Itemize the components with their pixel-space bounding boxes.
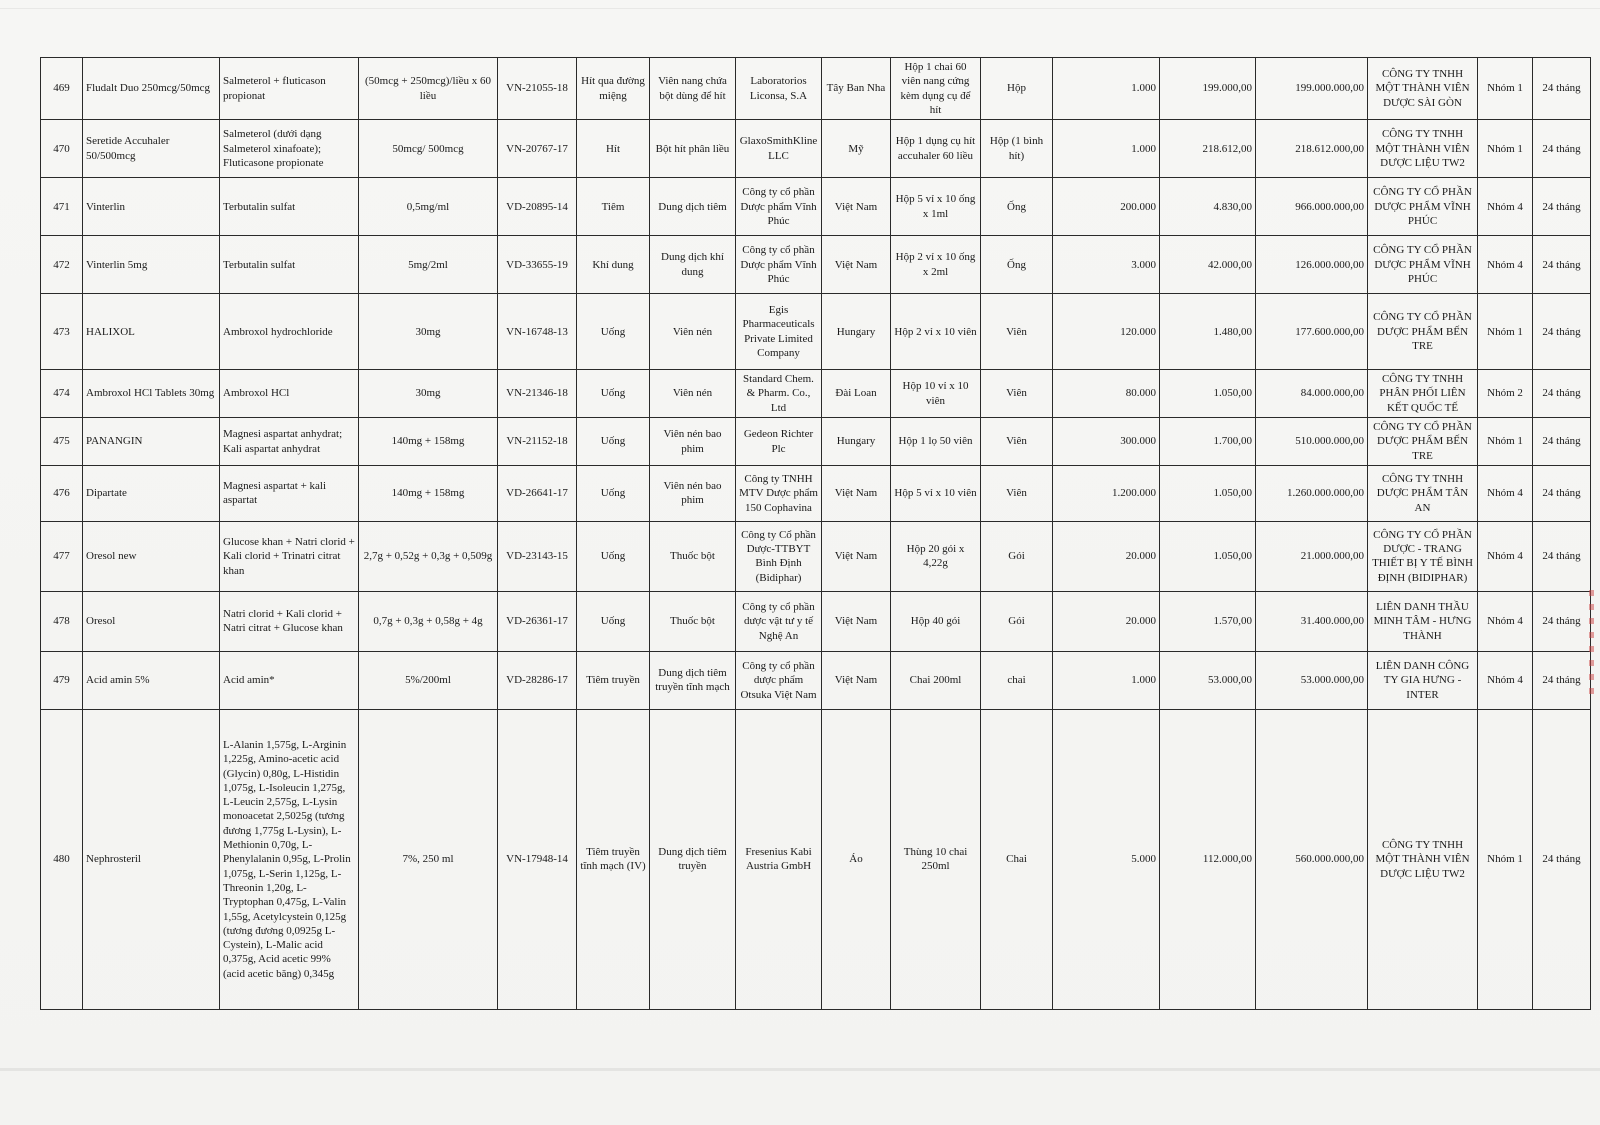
contract-duration: 24 tháng [1533, 370, 1591, 418]
total-amount: 510.000.000,00 [1256, 418, 1368, 466]
quantity: 20.000 [1053, 521, 1160, 591]
registration-number: VD-28286-17 [498, 651, 577, 709]
manufacturer: Egis Pharmaceuticals Private Limited Company [736, 294, 822, 370]
unit: Ống [981, 178, 1053, 236]
manufacturer: Công ty TNHH MTV Dược phẩm 150 Cophavina [736, 465, 822, 521]
total-amount: 126.000.000,00 [1256, 236, 1368, 294]
row-number: 476 [41, 465, 83, 521]
concentration: 2,7g + 0,52g + 0,3g + 0,509g [359, 521, 498, 591]
table-row [41, 294, 1591, 370]
unit: Chai [981, 709, 1053, 1009]
unit: Ống [981, 236, 1053, 294]
drug-name: Oresol [83, 591, 220, 651]
scan-edge-bottom [0, 1068, 1600, 1071]
supplier: CÔNG TY CỔ PHẦN DƯỢC PHẨM BẾN TRE [1368, 294, 1478, 370]
quantity: 3.000 [1053, 236, 1160, 294]
quantity: 300.000 [1053, 418, 1160, 466]
drug-name: Dipartate [83, 465, 220, 521]
total-amount: 21.000.000,00 [1256, 521, 1368, 591]
route: Uống [577, 294, 650, 370]
concentration: 30mg [359, 370, 498, 418]
row-number: 480 [41, 709, 83, 1009]
table-row [41, 709, 1591, 1009]
country: Việt Nam [822, 521, 891, 591]
manufacturer: Công ty Cổ phần Dược-TTBYT Bình Định (Bidiphar) [736, 521, 822, 591]
route: Khí dung [577, 236, 650, 294]
packaging: Hộp 1 lọ 50 viên [891, 418, 981, 466]
packaging: Hộp 2 vỉ x 10 viên [891, 294, 981, 370]
route: Uống [577, 591, 650, 651]
unit-price: 218.612,00 [1160, 120, 1256, 178]
concentration: 30mg [359, 294, 498, 370]
route: Uống [577, 370, 650, 418]
table-row [41, 370, 1591, 418]
supplier: LIÊN DANH THẦU MINH TÂM - HƯNG THÀNH [1368, 591, 1478, 651]
supplier: LIÊN DANH CÔNG TY GIA HƯNG - INTER [1368, 651, 1478, 709]
dosage-form: Thuốc bột [650, 591, 736, 651]
unit: Hộp [981, 58, 1053, 120]
active-ingredient: L-Alanin 1,575g, L-Arginin 1,225g, Amino-acetic acid (Glycin) 0,80g, L-Histidin 1,075g, L-Isoleucin 1,275g, L-Leucin 2,575g, L-Lysin monoacetat 2,5025g (tương đương 1,775g L-Lysin), L-Methionin 0,70g, L-Phenylalanin 0,95g, L-Prolin 1,075g, L-Serin 1,125g, L-Threonin 1,20g, L-Tryptophan 0,475g, L-Valin 1,55g, Acetylcystein 0,125g (tương đương 0,0925g L-Cystein), L-Malic acid 0,375g, Acid acetic 99% (acid acetic băng) 0,345g [220, 709, 359, 1009]
concentration: 5%/200ml [359, 651, 498, 709]
contract-duration: 24 tháng [1533, 236, 1591, 294]
drug-name: HALIXOL [83, 294, 220, 370]
row-number: 472 [41, 236, 83, 294]
registration-number: VD-26641-17 [498, 465, 577, 521]
route: Hít qua đường miệng [577, 58, 650, 120]
packaging: Hộp 5 vỉ x 10 ống x 1ml [891, 178, 981, 236]
route: Tiêm truyền [577, 651, 650, 709]
unit-price: 112.000,00 [1160, 709, 1256, 1009]
unit-price: 1.700,00 [1160, 418, 1256, 466]
quantity: 5.000 [1053, 709, 1160, 1009]
route: Uống [577, 418, 650, 466]
dosage-form: Dung dịch tiêm truyền [650, 709, 736, 1009]
supplier: CÔNG TY CỔ PHẦN DƯỢC PHẨM VĨNH PHÚC [1368, 178, 1478, 236]
manufacturer: Standard Chem. & Pharm. Co., Ltd [736, 370, 822, 418]
country: Việt Nam [822, 591, 891, 651]
country: Áo [822, 709, 891, 1009]
drug-name: Vinterlin [83, 178, 220, 236]
unit-price: 1.570,00 [1160, 591, 1256, 651]
contract-duration: 24 tháng [1533, 709, 1591, 1009]
supplier: CÔNG TY TNHH MỘT THÀNH VIÊN DƯỢC LIỆU TW2 [1368, 709, 1478, 1009]
active-ingredient: Ambroxol hydrochloride [220, 294, 359, 370]
packaging: Hộp 1 dụng cụ hít accuhaler 60 liều [891, 120, 981, 178]
table-row [41, 521, 1591, 591]
drug-group: Nhóm 4 [1478, 178, 1533, 236]
contract-duration: 24 tháng [1533, 465, 1591, 521]
manufacturer: Công ty cổ phần dược phẩm Otsuka Việt Nam [736, 651, 822, 709]
dosage-form: Viên nén bao phim [650, 418, 736, 466]
row-number: 474 [41, 370, 83, 418]
active-ingredient: Salmeterol (dưới dạng Salmeterol xinafoate); Fluticasone propionate [220, 120, 359, 178]
total-amount: 177.600.000,00 [1256, 294, 1368, 370]
row-number: 469 [41, 58, 83, 120]
active-ingredient: Magnesi aspartat anhydrat; Kali aspartat anhydrat [220, 418, 359, 466]
row-number: 477 [41, 521, 83, 591]
country: Hungary [822, 418, 891, 466]
country: Việt Nam [822, 651, 891, 709]
unit-price: 1.050,00 [1160, 370, 1256, 418]
active-ingredient: Glucose khan + Natri clorid + Kali clorid + Trinatri citrat khan [220, 521, 359, 591]
active-ingredient: Salmeterol + fluticason propionat [220, 58, 359, 120]
table-row [41, 418, 1591, 466]
drug-table [40, 57, 1591, 1010]
drug-group: Nhóm 1 [1478, 418, 1533, 466]
country: Mỹ [822, 120, 891, 178]
unit: Gói [981, 591, 1053, 651]
contract-duration: 24 tháng [1533, 178, 1591, 236]
row-number: 475 [41, 418, 83, 466]
registration-number: VN-21346-18 [498, 370, 577, 418]
unit: Viên [981, 418, 1053, 466]
table-row [41, 58, 1591, 120]
supplier: CÔNG TY TNHH DƯỢC PHẨM TÂN AN [1368, 465, 1478, 521]
registration-number: VD-26361-17 [498, 591, 577, 651]
drug-name: Nephrosteril [83, 709, 220, 1009]
packaging: Hộp 1 chai 60 viên nang cứng kèm dụng cụ để hít [891, 58, 981, 120]
drug-group: Nhóm 4 [1478, 236, 1533, 294]
unit: Viên [981, 294, 1053, 370]
total-amount: 199.000.000,00 [1256, 58, 1368, 120]
manufacturer: Công ty cổ phần Dược phẩm Vĩnh Phúc [736, 178, 822, 236]
quantity: 1.000 [1053, 120, 1160, 178]
supplier: CÔNG TY CỔ PHẦN DƯỢC PHẨM VĨNH PHÚC [1368, 236, 1478, 294]
table-row [41, 465, 1591, 521]
active-ingredient: Magnesi aspartat + kali aspartat [220, 465, 359, 521]
manufacturer: Gedeon Richter Plc [736, 418, 822, 466]
contract-duration: 24 tháng [1533, 651, 1591, 709]
manufacturer: Laboratorios Liconsa, S.A [736, 58, 822, 120]
unit: Hộp (1 bình hít) [981, 120, 1053, 178]
packaging: Hộp 2 vỉ x 10 ống x 2ml [891, 236, 981, 294]
dosage-form: Viên nén [650, 294, 736, 370]
route: Uống [577, 521, 650, 591]
contract-duration: 24 tháng [1533, 418, 1591, 466]
packaging: Hộp 5 vỉ x 10 viên [891, 465, 981, 521]
total-amount: 218.612.000,00 [1256, 120, 1368, 178]
packaging: Hộp 40 gói [891, 591, 981, 651]
active-ingredient: Natri clorid + Kali clorid + Natri citrat + Glucose khan [220, 591, 359, 651]
stamp-mark [1589, 590, 1594, 700]
table-row [41, 591, 1591, 651]
row-number: 479 [41, 651, 83, 709]
registration-number: VD-33655-19 [498, 236, 577, 294]
unit-price: 1.050,00 [1160, 521, 1256, 591]
concentration: 50mcg/ 500mcg [359, 120, 498, 178]
row-number: 478 [41, 591, 83, 651]
dosage-form: Dung dịch tiêm [650, 178, 736, 236]
registration-number: VN-21152-18 [498, 418, 577, 466]
drug-group: Nhóm 1 [1478, 294, 1533, 370]
dosage-form: Dung dịch tiêm truyền tĩnh mạch [650, 651, 736, 709]
concentration: 0,5mg/ml [359, 178, 498, 236]
active-ingredient: Acid amin* [220, 651, 359, 709]
unit-price: 4.830,00 [1160, 178, 1256, 236]
packaging: Chai 200ml [891, 651, 981, 709]
quantity: 80.000 [1053, 370, 1160, 418]
registration-number: VN-16748-13 [498, 294, 577, 370]
country: Tây Ban Nha [822, 58, 891, 120]
registration-number: VN-20767-17 [498, 120, 577, 178]
drug-group: Nhóm 4 [1478, 521, 1533, 591]
drug-group: Nhóm 1 [1478, 58, 1533, 120]
dosage-form: Viên nén bao phim [650, 465, 736, 521]
drug-name: Vinterlin 5mg [83, 236, 220, 294]
route: Tiêm truyền tĩnh mạch (IV) [577, 709, 650, 1009]
drug-group: Nhóm 4 [1478, 651, 1533, 709]
contract-duration: 24 tháng [1533, 294, 1591, 370]
supplier: CÔNG TY TNHH MỘT THÀNH VIÊN DƯỢC LIỆU TW2 [1368, 120, 1478, 178]
registration-number: VN-21055-18 [498, 58, 577, 120]
contract-duration: 24 tháng [1533, 58, 1591, 120]
row-number: 473 [41, 294, 83, 370]
packaging: Hộp 10 vỉ x 10 viên [891, 370, 981, 418]
total-amount: 966.000.000,00 [1256, 178, 1368, 236]
concentration: 140mg + 158mg [359, 418, 498, 466]
route: Uống [577, 465, 650, 521]
supplier: CÔNG TY TNHH MỘT THÀNH VIÊN DƯỢC SÀI GÒN [1368, 58, 1478, 120]
registration-number: VN-17948-14 [498, 709, 577, 1009]
quantity: 200.000 [1053, 178, 1160, 236]
unit-price: 1.050,00 [1160, 465, 1256, 521]
drug-name: PANANGIN [83, 418, 220, 466]
registration-number: VD-20895-14 [498, 178, 577, 236]
table-body [41, 58, 1591, 1010]
drug-group: Nhóm 2 [1478, 370, 1533, 418]
row-number: 470 [41, 120, 83, 178]
manufacturer: Fresenius Kabi Austria GmbH [736, 709, 822, 1009]
total-amount: 53.000.000,00 [1256, 651, 1368, 709]
supplier: CÔNG TY CỔ PHẦN DƯỢC PHẨM BẾN TRE [1368, 418, 1478, 466]
unit-price: 1.480,00 [1160, 294, 1256, 370]
drug-group: Nhóm 1 [1478, 709, 1533, 1009]
concentration: 7%, 250 ml [359, 709, 498, 1009]
scan-edge-top [0, 8, 1600, 9]
supplier: CÔNG TY CỔ PHẦN DƯỢC - TRANG THIẾT BỊ Y TẾ BÌNH ĐỊNH (BIDIPHAR) [1368, 521, 1478, 591]
unit-price: 199.000,00 [1160, 58, 1256, 120]
quantity: 1.000 [1053, 651, 1160, 709]
concentration: 0,7g + 0,3g + 0,58g + 4g [359, 591, 498, 651]
drug-group: Nhóm 4 [1478, 591, 1533, 651]
dosage-form: Viên nang chứa bột dùng để hít [650, 58, 736, 120]
total-amount: 1.260.000.000,00 [1256, 465, 1368, 521]
country: Việt Nam [822, 178, 891, 236]
total-amount: 560.000.000,00 [1256, 709, 1368, 1009]
registration-number: VD-23143-15 [498, 521, 577, 591]
route: Tiêm [577, 178, 650, 236]
contract-duration: 24 tháng [1533, 521, 1591, 591]
table-row [41, 651, 1591, 709]
manufacturer: Công ty cổ phần dược vật tư y tế Nghệ An [736, 591, 822, 651]
active-ingredient: Terbutalin sulfat [220, 236, 359, 294]
packaging: Thùng 10 chai 250ml [891, 709, 981, 1009]
quantity: 20.000 [1053, 591, 1160, 651]
unit: Viên [981, 370, 1053, 418]
drug-name: Seretide Accuhaler 50/500mcg [83, 120, 220, 178]
contract-duration: 24 tháng [1533, 120, 1591, 178]
active-ingredient: Ambroxol HCl [220, 370, 359, 418]
drug-name: Ambroxol HCl Tablets 30mg [83, 370, 220, 418]
total-amount: 84.000.000,00 [1256, 370, 1368, 418]
manufacturer: GlaxoSmithKline LLC [736, 120, 822, 178]
quantity: 1.000 [1053, 58, 1160, 120]
quantity: 1.200.000 [1053, 465, 1160, 521]
route: Hít [577, 120, 650, 178]
dosage-form: Viên nén [650, 370, 736, 418]
drug-name: Fludalt Duo 250mcg/50mcg [83, 58, 220, 120]
active-ingredient: Terbutalin sulfat [220, 178, 359, 236]
contract-duration: 24 tháng [1533, 591, 1591, 651]
country: Việt Nam [822, 465, 891, 521]
unit: Gói [981, 521, 1053, 591]
total-amount: 31.400.000,00 [1256, 591, 1368, 651]
table-row [41, 178, 1591, 236]
drug-name: Acid amin 5% [83, 651, 220, 709]
drug-name: Oresol new [83, 521, 220, 591]
drug-group: Nhóm 4 [1478, 465, 1533, 521]
unit: Viên [981, 465, 1053, 521]
concentration: (50mcg + 250mcg)/liều x 60 liều [359, 58, 498, 120]
quantity: 120.000 [1053, 294, 1160, 370]
drug-group: Nhóm 1 [1478, 120, 1533, 178]
unit-price: 53.000,00 [1160, 651, 1256, 709]
country: Việt Nam [822, 236, 891, 294]
supplier: CÔNG TY TNHH PHÂN PHỐI LIÊN KẾT QUỐC TẾ [1368, 370, 1478, 418]
unit: chai [981, 651, 1053, 709]
unit-price: 42.000,00 [1160, 236, 1256, 294]
country: Hungary [822, 294, 891, 370]
table-row [41, 120, 1591, 178]
concentration: 5mg/2ml [359, 236, 498, 294]
dosage-form: Dung dịch khí dung [650, 236, 736, 294]
country: Đài Loan [822, 370, 891, 418]
manufacturer: Công ty cổ phần Dược phẩm Vĩnh Phúc [736, 236, 822, 294]
dosage-form: Bột hít phân liều [650, 120, 736, 178]
row-number: 471 [41, 178, 83, 236]
packaging: Hộp 20 gói x 4,22g [891, 521, 981, 591]
concentration: 140mg + 158mg [359, 465, 498, 521]
table-row [41, 236, 1591, 294]
dosage-form: Thuốc bột [650, 521, 736, 591]
